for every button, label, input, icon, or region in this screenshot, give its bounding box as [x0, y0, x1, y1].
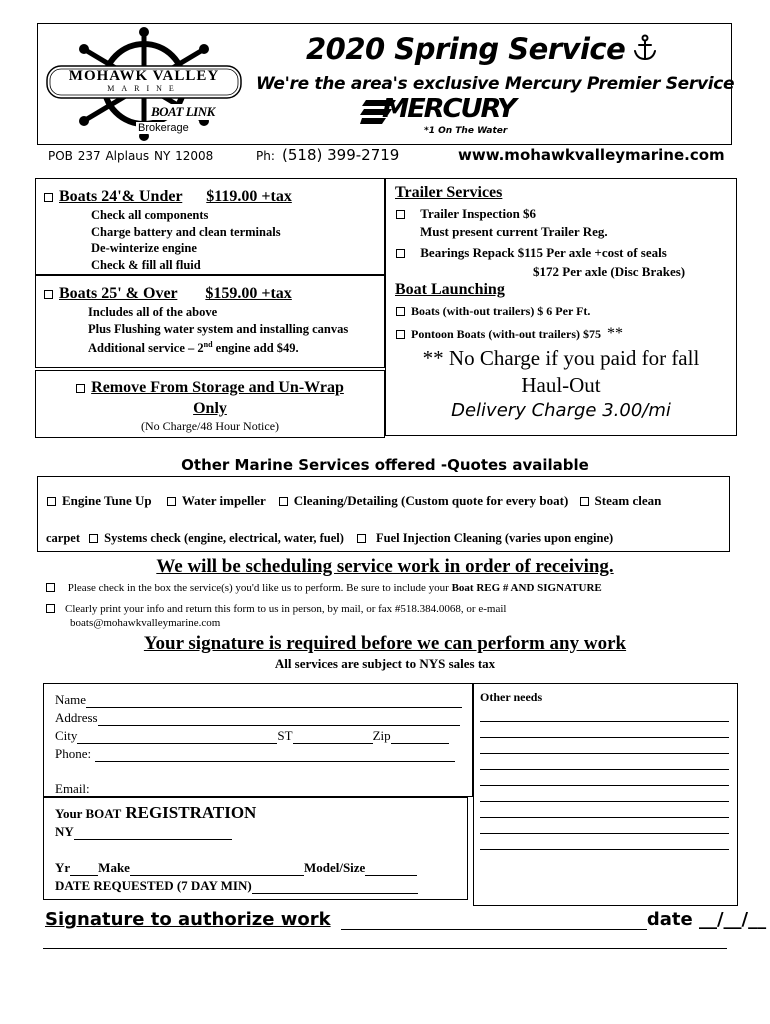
- other-services-row2: [46, 531, 613, 546]
- storage-title: Remove From Storage and Un-Wrap Only: [35, 377, 385, 419]
- engine-tune-label: Engine Tune Up: [62, 493, 152, 508]
- trailer-inspection-note: Must present current Trailer Reg.: [420, 224, 608, 239]
- launch-pontoon-checkbox[interactable]: [396, 330, 405, 339]
- logo-name-line1: MOHAWK VALLEY: [68, 68, 220, 84]
- boats-under-price: $119.00 +tax: [206, 188, 292, 205]
- company-logo: [44, 26, 244, 141]
- authorize-signature-row[interactable]: [45, 909, 766, 930]
- list-item: Includes all of the above: [88, 305, 218, 319]
- no-charge-note: ** No Charge if you paid for fall Haul-Out: [422, 346, 700, 397]
- boats-over-row: [44, 285, 292, 303]
- scheduling-note-1-checkbox[interactable]: [46, 583, 55, 592]
- anchor-icon: [632, 34, 658, 62]
- logo-name-line2: MARINE: [107, 84, 181, 93]
- storage-checkbox[interactable]: [76, 384, 85, 393]
- scheduling-note-1: Please check in the box the service(s) you'd like us to perform. Be sure to include your Boat REG # AND SIGNATURE: [46, 582, 602, 594]
- carpet-label: carpet: [46, 531, 81, 545]
- trailer-inspection-row: Trailer Inspection $6: [396, 206, 536, 222]
- city-st-zip-field[interactable]: City ST Zip: [55, 728, 449, 744]
- steam-clean-checkbox[interactable]: [580, 497, 589, 506]
- phone-label: Ph:: [256, 149, 275, 163]
- fuel-injection-checkbox[interactable]: [357, 534, 366, 543]
- website[interactable]: www.mohawkvalleymarine.com: [458, 146, 725, 164]
- bearings-note: $172 Per axle (Disc Brakes): [533, 264, 686, 279]
- signature-line: [341, 913, 647, 930]
- email-field[interactable]: Email:: [55, 781, 90, 796]
- boats-under-title: Boats 24'& Under: [59, 188, 183, 205]
- boats-under-list: [91, 207, 281, 273]
- launch-boats-checkbox[interactable]: [396, 307, 405, 316]
- other-needs-lines[interactable]: [480, 706, 729, 850]
- launch-pontoon-row: Pontoon Boats (with-out trailers) $75 **: [396, 325, 623, 343]
- boats-over-title: Boats 25' & Over: [59, 285, 178, 302]
- page-subtitle: We're the area's exclusive Mercury Premier Service: [256, 74, 735, 94]
- boat-launching-title: Boat Launching: [395, 281, 505, 298]
- phone-number: (518) 399-2719: [282, 146, 400, 164]
- systems-check-checkbox[interactable]: [89, 534, 98, 543]
- list-item: De-winterize engine: [91, 241, 197, 255]
- engine-tune-checkbox[interactable]: [47, 497, 56, 506]
- scheduling-note-2-checkbox[interactable]: [46, 604, 55, 613]
- other-services-title: Other Marine Services offered -Quotes available: [181, 456, 589, 474]
- address-field[interactable]: Address: [55, 710, 460, 726]
- systems-check-label: Systems check (engine, electrical, water, fuel): [104, 531, 344, 545]
- other-services-row1: [47, 493, 661, 509]
- signature-required-title: Your signature is required before we can perform any work: [143, 633, 627, 654]
- storage-note: (No Charge/48 Hour Notice): [140, 419, 280, 433]
- page-title: 2020 Spring Service: [306, 32, 626, 66]
- pob-address: POB 237 Alplaus NY 12008: [48, 149, 214, 163]
- bearings-checkbox[interactable]: [396, 249, 405, 258]
- date-fill: __/__/__: [698, 909, 767, 930]
- scheduling-note-2: Clearly print your info and return this form to us in person, by mail, or fax #518.384.0068, or e-mail boats@mohawkvalleymarine.com: [46, 602, 506, 630]
- water-impeller-label: Water impeller: [181, 493, 266, 508]
- boats-over-list: [88, 304, 348, 357]
- list-item: Plus Flushing water system and installing canvas: [88, 321, 349, 336]
- ny-registration-field[interactable]: NY: [55, 824, 232, 840]
- mercury-tagline: *1 On The Water: [424, 126, 508, 136]
- trailer-services-title: Trailer Services: [395, 184, 503, 201]
- list-item: Additional service – 2nd engine add $49.: [88, 340, 299, 356]
- date-label: date: [646, 909, 693, 930]
- name-field[interactable]: Name: [55, 692, 462, 708]
- list-item: Check all components: [91, 208, 209, 222]
- boats-under-checkbox[interactable]: [44, 193, 53, 202]
- boats-over-checkbox[interactable]: [44, 290, 53, 299]
- phone-field[interactable]: Phone:: [55, 746, 455, 762]
- cleaning-label: Cleaning/Detailing (Custom quote for every boat): [293, 493, 569, 508]
- bearings-row: Bearings Repack $115 Per axle +cost of seals: [396, 245, 667, 261]
- boats-under-row: [44, 188, 292, 206]
- steam-clean-label: Steam clean: [594, 493, 662, 508]
- mercury-brand: MERCURY: [382, 94, 515, 124]
- trailer-inspection-checkbox[interactable]: [396, 210, 405, 219]
- boats-over-price: $159.00 +tax: [205, 285, 292, 302]
- water-impeller-checkbox[interactable]: [167, 497, 176, 506]
- authorize-label: Signature to authorize work: [45, 909, 331, 930]
- fuel-injection-label: Fuel Injection Cleaning (varies upon engine): [376, 531, 614, 545]
- other-needs-label: Other needs: [480, 690, 543, 704]
- date-requested-field[interactable]: DATE REQUESTED (7 DAY MIN): [55, 878, 418, 894]
- boat-registration-label: Your BOAT REGISTRATION: [55, 803, 257, 822]
- launch-boats-row: Boats (with-out trailers) $ 6 Per Ft.: [396, 304, 590, 319]
- delivery-charge: Delivery Charge 3.00/mi: [451, 400, 671, 421]
- boat-link-logo: BOAT LINK: [148, 104, 218, 120]
- sales-tax-note: All services are subject to NYS sales tax: [274, 656, 496, 671]
- list-item: Charge battery and clean terminals: [91, 224, 281, 239]
- scheduling-title: We will be scheduling service work in order of receiving.: [156, 556, 614, 577]
- brokerage-label: Brokerage: [138, 122, 189, 134]
- cleaning-checkbox[interactable]: [279, 497, 288, 506]
- boat-details-field[interactable]: Yr Make Model/Size: [55, 860, 417, 876]
- contact-email: boats@mohawkvalleymarine.com: [70, 617, 221, 629]
- list-item: Check & fill all fluid: [91, 257, 201, 272]
- bottom-rule: [43, 948, 727, 949]
